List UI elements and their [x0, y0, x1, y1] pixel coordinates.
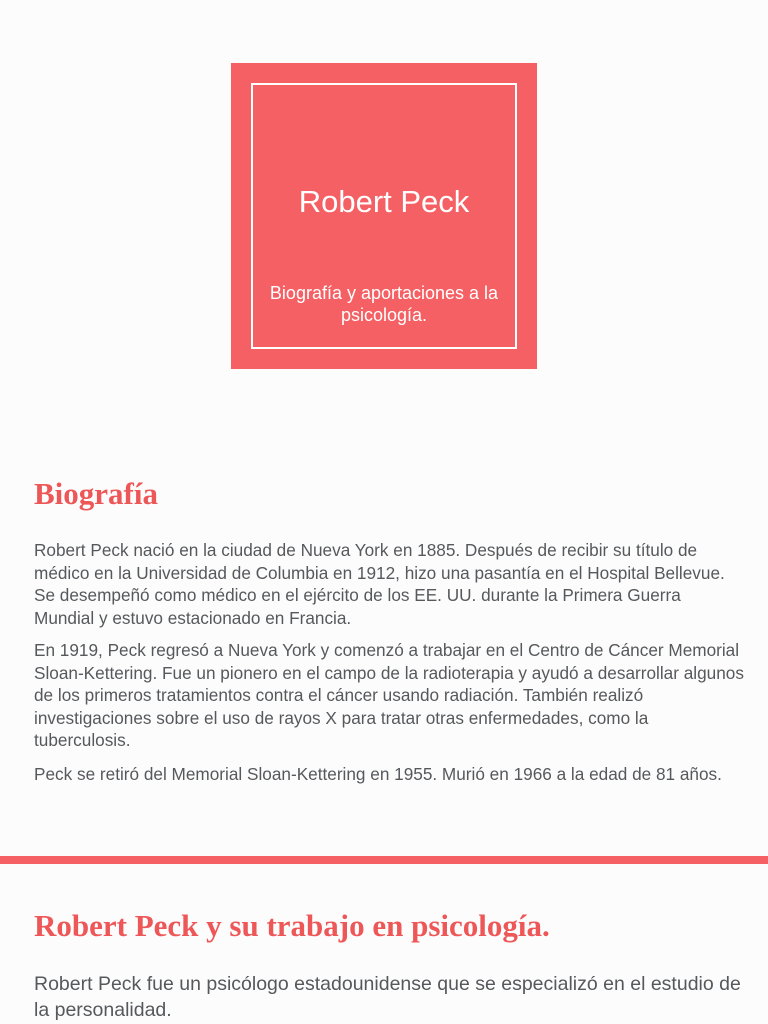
psychology-heading: Robert Peck y su trabajo en psicología.	[34, 908, 550, 943]
biography-paragraph-3: Peck se retiró del Memorial Sloan-Kettering en 1955. Murió en 1966 a la edad de 81 años.	[34, 764, 722, 784]
cover-subtitle: Biografía y aportaciones a la psicología.	[269, 283, 499, 325]
biography-paragraph-1: Robert Peck nació en la ciudad de Nueva York en 1885. Después de recibir su título de médico en la Universidad de Columbia en 1912, hizo una pasantía en el Hospital Bellevue. Se desempeñó como médico en el ejército de los EE. UU. durante la Primera Guerra Mundial y estuvo estacionado en Francia.	[34, 540, 725, 628]
biography-paragraph-2: En 1919, Peck regresó a Nueva York y comenzó a trabajar en el Centro de Cáncer Memorial Sloan-Kettering. Fue un pionero en el campo de la radioterapia y ayudó a desarrollar algunos de los primeros tratamientos contra el cáncer usando radiación. También realizó investigaciones sobre el uso de rayos X para tratar otras enfermedades, como la tuberculosis.	[34, 640, 744, 750]
biography-heading: Biografía	[34, 476, 158, 511]
cover-title: Robert Peck	[298, 184, 470, 219]
psychology-paragraph-1: Robert Peck fue un psicólogo estadounidense que se especializó en el estudio de la personalidad.	[34, 973, 741, 1021]
cover-block	[231, 63, 537, 369]
section-divider	[0, 856, 768, 864]
